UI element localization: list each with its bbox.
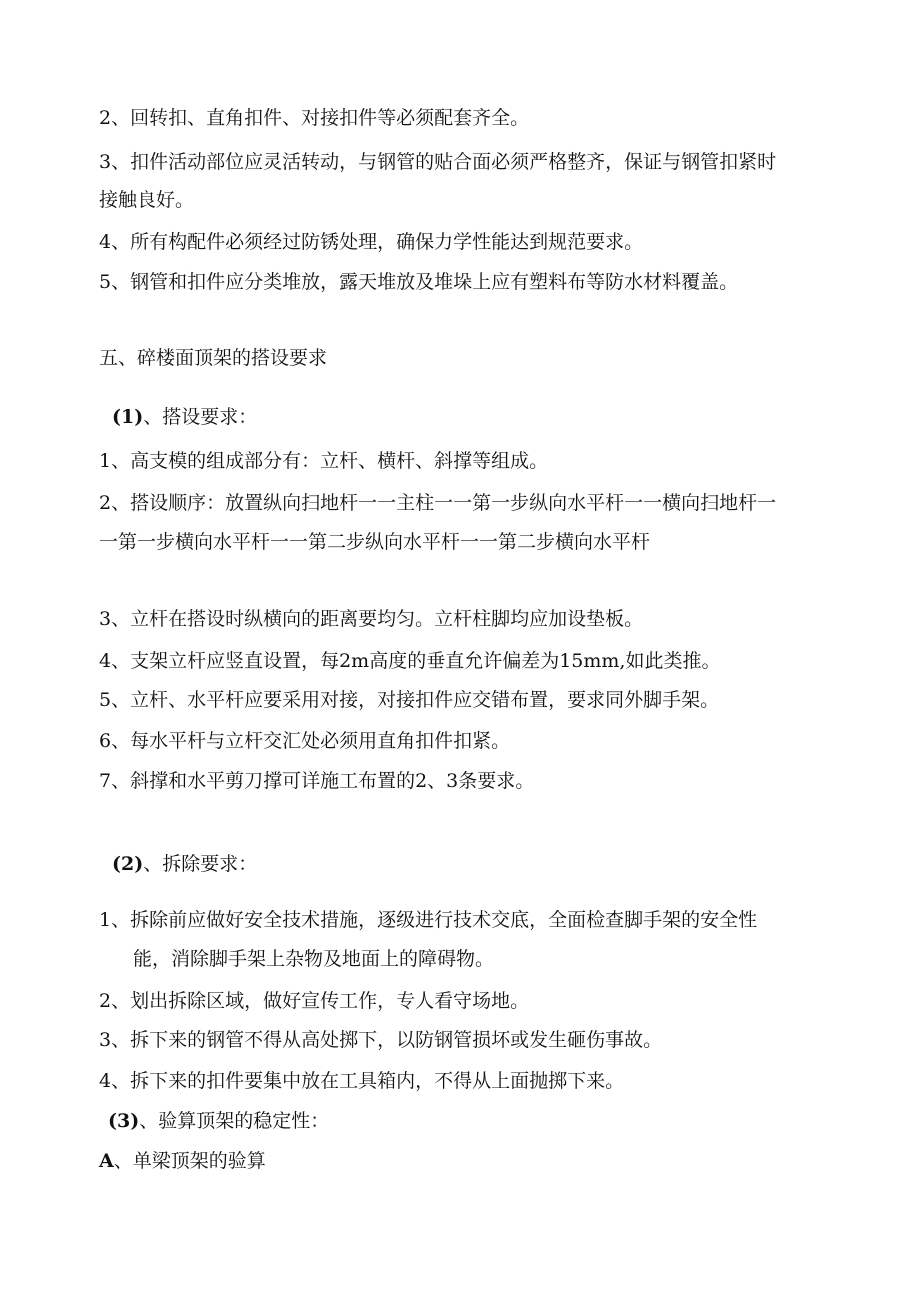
setup-item-3: 3、立杆在搭设时纵横向的距离要均匀。立杆柱脚均应加设垫板。 <box>99 608 644 630</box>
item-2-fittings-complete: 2、回转扣、直角扣件、对接扣件等必须配套齐全。 <box>99 107 530 129</box>
item-5-storage: 5、钢管和扣件应分类堆放，露天堆放及堆垛上应有塑料布等防水材料覆盖。 <box>99 271 739 293</box>
item-3-fittings-rotate: 3、扣件活动部位应灵活转动，与钢管的贴合面必须严格整齐，保证与钢管扣紧时 <box>99 151 777 173</box>
item-3-continuation: 接触良好。 <box>99 189 195 211</box>
setup-item-2: 2、搭设顺序：放置纵向扫地杆一一主柱一一第一步纵向水平杆一一横向扫地杆一 <box>99 492 777 514</box>
removal-item-4: 4、拆下来的扣件要集中放在工具箱内，不得从上面抛掷下来。 <box>99 1070 625 1092</box>
setup-item-2-continuation: 一第一步横向水平杆一一第二步纵向水平杆一一第二步横向水平杆 <box>99 531 651 553</box>
subsection-2-heading <box>112 851 257 877</box>
removal-item-3: 3、拆下来的钢管不得从高处掷下，以防钢管损坏或发生砸伤事故。 <box>99 1029 663 1051</box>
subsection-a-letter: A <box>99 1150 114 1172</box>
subsection-3-number: (3) <box>108 1110 140 1132</box>
item-4-rust-treatment: 4、所有构配件必须经过防锈处理，确保力学性能达到规范要求。 <box>99 231 644 253</box>
removal-item-1: 1、拆除前应做好安全技术措施，逐级进行技术交底，全面检查脚手架的安全性 <box>99 909 758 931</box>
subsection-3-heading <box>108 1108 329 1134</box>
subsection-3-title: 、验算顶架的稳定性： <box>139 1110 330 1132</box>
setup-item-4: 4、支架立杆应竖直设置，每2m高度的垂直允许偏差为15mm,如此类推。 <box>99 650 721 672</box>
setup-item-6: 6、每水平杆与立杆交汇处必须用直角扣件扣紧。 <box>99 730 511 752</box>
removal-item-1-continuation: 能，消除脚手架上杂物及地面上的障碍物。 <box>133 948 495 970</box>
setup-item-5: 5、立杆、水平杆应要采用对接，对接扣件应交错布置，要求同外脚手架。 <box>99 689 720 711</box>
subsection-1-title: 、搭设要求： <box>143 406 258 428</box>
subsection-a-title: 、单梁顶架的验算 <box>113 1150 266 1172</box>
removal-item-2: 2、划出拆除区域，做好宣传工作，专人看守场地。 <box>99 990 530 1012</box>
subsection-2-number: (2) <box>112 853 144 875</box>
subsection-2-title: 、拆除要求： <box>143 853 258 875</box>
subsection-1-heading <box>112 404 257 430</box>
subsection-1-number: (1) <box>112 406 144 428</box>
setup-item-7: 7、斜撑和水平剪刀撑可详施工布置的2、3条要求。 <box>99 770 535 792</box>
setup-item-1: 1、高支模的组成部分有：立杆、横杆、斜撑等组成。 <box>99 450 549 472</box>
subsection-a-heading <box>99 1148 266 1174</box>
section-5-heading: 五、碎楼面顶架的搭设要求 <box>99 347 328 369</box>
